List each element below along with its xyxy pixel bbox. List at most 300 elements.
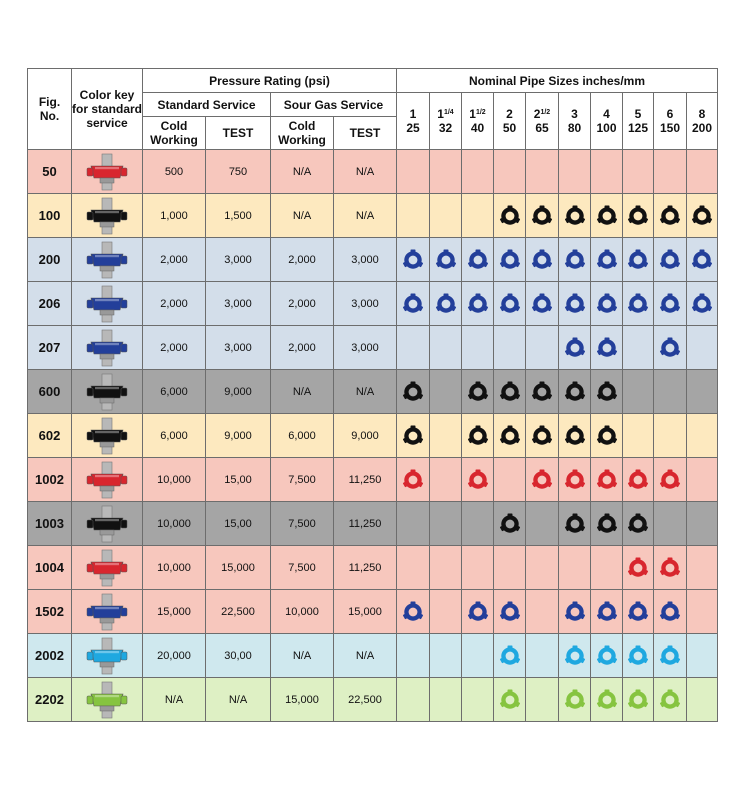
table-row (28, 590, 718, 634)
hammer-nut-icon (402, 293, 424, 315)
hammer-union-fitting-icon (77, 636, 137, 676)
size-header-1 (430, 93, 462, 150)
sour-test-value: 3,000 (334, 282, 397, 326)
std-cold-value: 6,000 (143, 370, 206, 414)
size-availability-cell (430, 590, 462, 634)
sour-gas-service-header: Sour Gas Service (271, 93, 397, 117)
hammer-nut-icon (691, 249, 713, 271)
hammer-nut-icon (627, 469, 649, 491)
size-availability-cell (687, 238, 718, 282)
size-mm: 100 (596, 121, 617, 135)
fig-number: 2202 (28, 678, 72, 722)
size-availability-cell (494, 502, 526, 546)
size-availability-cell (462, 238, 494, 282)
size-availability-cell (623, 326, 654, 370)
size-availability-cell (526, 502, 559, 546)
size-availability-cell (687, 502, 718, 546)
table-row (28, 282, 718, 326)
color-key-cell (72, 194, 143, 238)
hammer-nut-icon (402, 601, 424, 623)
size-availability-cell (462, 590, 494, 634)
color-key-cell (72, 546, 143, 590)
hammer-nut-icon (564, 249, 586, 271)
size-availability-cell (559, 194, 591, 238)
size-availability-cell (494, 238, 526, 282)
hammer-union-fitting-icon (77, 504, 137, 544)
fig-number: 50 (28, 150, 72, 194)
size-mm: 32 (438, 121, 453, 135)
size-availability-cell (559, 546, 591, 590)
hammer-union-fitting-icon (77, 592, 137, 632)
color-key-cell (72, 326, 143, 370)
size-availability-cell (494, 326, 526, 370)
sour-test-value: N/A (334, 150, 397, 194)
hammer-nut-icon (499, 601, 521, 623)
size-availability-cell (494, 414, 526, 458)
hammer-nut-icon (499, 293, 521, 315)
size-availability-cell (591, 502, 623, 546)
std-cold-working-header: Cold Working (143, 117, 206, 150)
table-row (28, 414, 718, 458)
size-availability-cell (591, 370, 623, 414)
hammer-nut-icon (627, 557, 649, 579)
size-mm: 200 (691, 121, 713, 135)
size-inch: 8 (698, 107, 706, 121)
sour-cold-value: 7,500 (271, 546, 334, 590)
size-availability-cell (654, 194, 687, 238)
hammer-nut-icon (435, 249, 457, 271)
hammer-nut-icon (596, 689, 618, 711)
size-availability-cell (526, 590, 559, 634)
std-cold-value: 10,000 (143, 546, 206, 590)
table-row (28, 194, 718, 238)
hammer-nut-icon (596, 469, 618, 491)
size-inch: 3 (571, 107, 578, 121)
size-availability-cell (526, 194, 559, 238)
table-row (28, 502, 718, 546)
size-availability-cell (526, 414, 559, 458)
size-availability-cell (623, 546, 654, 590)
hammer-nut-icon (564, 205, 586, 227)
size-availability-cell (687, 370, 718, 414)
size-availability-cell (623, 414, 654, 458)
size-inch: $1^{1/4}$ (437, 107, 454, 121)
size-mm: 65 (535, 121, 549, 135)
size-availability-cell (559, 458, 591, 502)
hammer-nut-icon (659, 689, 681, 711)
hammer-nut-icon (564, 601, 586, 623)
hammer-nut-icon (531, 205, 553, 227)
size-availability-cell (494, 590, 526, 634)
hammer-nut-icon (402, 469, 424, 491)
hammer-nut-icon (659, 557, 681, 579)
size-availability-cell (462, 150, 494, 194)
sour-cold-value: N/A (271, 634, 334, 678)
hammer-union-fitting-icon (77, 328, 137, 368)
size-availability-cell (623, 590, 654, 634)
sour-test-value: 22,500 (334, 678, 397, 722)
color-key-cell (72, 678, 143, 722)
sour-cold-value: N/A (271, 194, 334, 238)
fig-number: 1002 (28, 458, 72, 502)
size-header-0 (397, 93, 430, 150)
fig-number: 600 (28, 370, 72, 414)
hammer-nut-icon (596, 601, 618, 623)
size-availability-cell (494, 546, 526, 590)
size-availability-cell (462, 326, 494, 370)
size-availability-cell (591, 150, 623, 194)
hammer-nut-icon (435, 293, 457, 315)
hammer-nut-icon (499, 513, 521, 535)
hammer-union-fitting-icon (77, 196, 137, 236)
size-availability-cell (654, 238, 687, 282)
std-test-value: 15,00 (206, 458, 271, 502)
size-availability-cell (397, 678, 430, 722)
size-availability-cell (526, 634, 559, 678)
hammer-nut-icon (467, 601, 489, 623)
hammer-nut-icon (499, 645, 521, 667)
size-availability-cell (462, 634, 494, 678)
sour-cold-value: 7,500 (271, 458, 334, 502)
size-availability-cell (430, 546, 462, 590)
nominal-pipe-sizes-header: Nominal Pipe Sizes inches/mm (397, 69, 718, 93)
size-availability-cell (526, 150, 559, 194)
hammer-union-fitting-icon (77, 240, 137, 280)
size-availability-cell (687, 634, 718, 678)
hammer-nut-icon (564, 645, 586, 667)
size-availability-cell (462, 370, 494, 414)
size-availability-cell (559, 282, 591, 326)
hammer-nut-icon (467, 381, 489, 403)
size-mm: 150 (659, 121, 681, 135)
size-availability-cell (397, 370, 430, 414)
size-availability-cell (494, 678, 526, 722)
size-availability-cell (687, 458, 718, 502)
size-inch: 6 (666, 107, 674, 121)
std-test-header: TEST (206, 117, 271, 150)
size-availability-cell (559, 150, 591, 194)
size-availability-cell (397, 546, 430, 590)
size-availability-cell (591, 546, 623, 590)
fig-number: 1004 (28, 546, 72, 590)
size-availability-cell (623, 502, 654, 546)
size-mm: 80 (567, 121, 582, 135)
sour-test-value: 3,000 (334, 238, 397, 282)
size-header-2 (462, 93, 494, 150)
size-availability-cell (591, 194, 623, 238)
size-availability-cell (462, 678, 494, 722)
size-availability-cell (559, 502, 591, 546)
hammer-nut-icon (531, 381, 553, 403)
size-availability-cell (397, 326, 430, 370)
table-row (28, 458, 718, 502)
hammer-nut-icon (531, 293, 553, 315)
size-availability-cell (430, 634, 462, 678)
size-availability-cell (623, 678, 654, 722)
hammer-nut-icon (467, 293, 489, 315)
size-availability-cell (397, 194, 430, 238)
size-availability-cell (526, 326, 559, 370)
size-header-8 (654, 93, 687, 150)
size-availability-cell (623, 458, 654, 502)
std-cold-value: 10,000 (143, 502, 206, 546)
size-availability-cell (687, 678, 718, 722)
size-availability-cell (397, 414, 430, 458)
fig-no-header: Fig. No. (28, 69, 72, 150)
size-availability-cell (559, 238, 591, 282)
size-availability-cell (623, 150, 654, 194)
size-availability-cell (462, 414, 494, 458)
size-availability-cell (654, 546, 687, 590)
sour-cold-value: 2,000 (271, 326, 334, 370)
size-availability-cell (494, 282, 526, 326)
std-cold-value: 2,000 (143, 282, 206, 326)
color-key-cell (72, 238, 143, 282)
size-availability-cell (654, 282, 687, 326)
sour-test-value: 11,250 (334, 546, 397, 590)
size-availability-cell (687, 150, 718, 194)
size-availability-cell (430, 678, 462, 722)
size-availability-cell (430, 282, 462, 326)
size-availability-cell (654, 414, 687, 458)
pressure-rating-header: Pressure Rating (psi) (143, 69, 397, 93)
size-availability-cell (559, 326, 591, 370)
hammer-nut-icon (596, 645, 618, 667)
size-inch: 5 (634, 107, 642, 121)
hammer-nut-icon (467, 249, 489, 271)
hammer-nut-icon (564, 381, 586, 403)
color-key-cell (72, 502, 143, 546)
size-mm: 125 (627, 121, 649, 135)
std-cold-value: 20,000 (143, 634, 206, 678)
size-availability-cell (526, 238, 559, 282)
size-availability-cell (526, 370, 559, 414)
size-availability-cell (623, 282, 654, 326)
hammer-nut-icon (564, 425, 586, 447)
hammer-nut-icon (659, 645, 681, 667)
size-availability-cell (397, 150, 430, 194)
size-header-7 (623, 93, 654, 150)
hammer-nut-icon (596, 425, 618, 447)
color-key-cell (72, 150, 143, 194)
std-test-value: 22,500 (206, 590, 271, 634)
color-key-cell (72, 414, 143, 458)
hammer-nut-icon (627, 513, 649, 535)
sour-cold-value: N/A (271, 150, 334, 194)
size-availability-cell (654, 502, 687, 546)
hammer-nut-icon (467, 469, 489, 491)
fig-number: 200 (28, 238, 72, 282)
size-availability-cell (430, 414, 462, 458)
size-inch: $1^{1/2}$ (469, 107, 486, 121)
color-key-cell (72, 370, 143, 414)
sour-test-value: 11,250 (334, 502, 397, 546)
size-availability-cell (687, 414, 718, 458)
size-availability-cell (430, 458, 462, 502)
hammer-nut-icon (596, 513, 618, 535)
sour-test-value: 11,250 (334, 458, 397, 502)
size-availability-cell (591, 634, 623, 678)
size-inch: 2 (506, 107, 513, 121)
sour-test-value: N/A (334, 194, 397, 238)
hammer-nut-icon (564, 293, 586, 315)
size-availability-cell (623, 194, 654, 238)
size-availability-cell (591, 326, 623, 370)
size-availability-cell (397, 502, 430, 546)
hammer-nut-icon (627, 249, 649, 271)
std-cold-value: 1,000 (143, 194, 206, 238)
hammer-nut-icon (659, 249, 681, 271)
table-row (28, 634, 718, 678)
size-availability-cell (654, 458, 687, 502)
size-availability-cell (397, 634, 430, 678)
std-test-value: 15,000 (206, 546, 271, 590)
hammer-nut-icon (627, 645, 649, 667)
size-header-6 (591, 93, 623, 150)
sour-cold-value: 7,500 (271, 502, 334, 546)
size-availability-cell (430, 150, 462, 194)
std-test-value: 750 (206, 150, 271, 194)
sour-test-value: 9,000 (334, 414, 397, 458)
hammer-nut-icon (627, 293, 649, 315)
std-cold-value: N/A (143, 678, 206, 722)
size-availability-cell (687, 282, 718, 326)
size-availability-cell (462, 502, 494, 546)
std-test-value: N/A (206, 678, 271, 722)
table-row (28, 150, 718, 194)
std-test-value: 3,000 (206, 282, 271, 326)
hammer-nut-icon (499, 381, 521, 403)
size-availability-cell (494, 370, 526, 414)
std-test-value: 30,00 (206, 634, 271, 678)
size-availability-cell (430, 238, 462, 282)
hammer-nut-icon (499, 249, 521, 271)
size-inch: $2^{1/2}$ (533, 107, 551, 121)
size-availability-cell (430, 370, 462, 414)
hammer-nut-icon (531, 469, 553, 491)
size-availability-cell (687, 546, 718, 590)
size-availability-cell (654, 326, 687, 370)
size-availability-cell (430, 326, 462, 370)
size-availability-cell (494, 194, 526, 238)
size-availability-cell (397, 282, 430, 326)
hammer-nut-icon (564, 337, 586, 359)
size-availability-cell (623, 634, 654, 678)
std-cold-value: 6,000 (143, 414, 206, 458)
hammer-nut-icon (402, 425, 424, 447)
size-header-3 (494, 93, 526, 150)
color-key-header: Color key for standard service (72, 69, 143, 150)
hammer-nut-icon (531, 249, 553, 271)
color-key-cell (72, 458, 143, 502)
size-mm: 50 (502, 121, 517, 135)
size-availability-cell (687, 326, 718, 370)
hammer-nut-icon (499, 689, 521, 711)
size-mm: 25 (406, 121, 420, 135)
hammer-union-fitting-icon (77, 460, 137, 500)
hammer-nut-icon (467, 425, 489, 447)
fig-number: 2002 (28, 634, 72, 678)
sour-cold-value: N/A (271, 370, 334, 414)
size-availability-cell (462, 194, 494, 238)
size-availability-cell (430, 502, 462, 546)
size-availability-cell (462, 546, 494, 590)
std-cold-value: 2,000 (143, 238, 206, 282)
sour-test-value: 3,000 (334, 326, 397, 370)
size-availability-cell (623, 370, 654, 414)
size-availability-cell (654, 150, 687, 194)
size-inch: 4 (603, 107, 610, 121)
table-row (28, 238, 718, 282)
table-row (28, 370, 718, 414)
hammer-nut-icon (499, 425, 521, 447)
hammer-nut-icon (659, 469, 681, 491)
fig-number: 1502 (28, 590, 72, 634)
std-test-value: 9,000 (206, 370, 271, 414)
size-header-4 (526, 93, 559, 150)
size-availability-cell (526, 546, 559, 590)
fig-number: 206 (28, 282, 72, 326)
std-test-value: 9,000 (206, 414, 271, 458)
pressure-rating-table (27, 68, 718, 722)
hammer-nut-icon (402, 249, 424, 271)
hammer-union-fitting-icon (77, 372, 137, 412)
color-key-cell (72, 282, 143, 326)
hammer-nut-icon (659, 337, 681, 359)
hammer-nut-icon (659, 601, 681, 623)
hammer-nut-icon (596, 337, 618, 359)
hammer-nut-icon (564, 513, 586, 535)
size-availability-cell (591, 238, 623, 282)
size-availability-cell (654, 370, 687, 414)
size-availability-cell (559, 370, 591, 414)
hammer-nut-icon (659, 205, 681, 227)
std-test-value: 15,00 (206, 502, 271, 546)
sour-cold-value: 15,000 (271, 678, 334, 722)
size-availability-cell (687, 590, 718, 634)
std-cold-value: 10,000 (143, 458, 206, 502)
hammer-nut-icon (691, 205, 713, 227)
hammer-nut-icon (691, 293, 713, 315)
size-availability-cell (687, 194, 718, 238)
size-availability-cell (591, 678, 623, 722)
hammer-nut-icon (596, 249, 618, 271)
size-availability-cell (397, 458, 430, 502)
std-test-value: 3,000 (206, 326, 271, 370)
sour-cold-value: 6,000 (271, 414, 334, 458)
std-test-value: 1,500 (206, 194, 271, 238)
std-test-value: 3,000 (206, 238, 271, 282)
hammer-nut-icon (564, 469, 586, 491)
size-inch: 1 (409, 107, 417, 121)
std-cold-value: 500 (143, 150, 206, 194)
table-row (28, 678, 718, 722)
sour-test-value: N/A (334, 370, 397, 414)
size-availability-cell (559, 414, 591, 458)
hammer-nut-icon (596, 293, 618, 315)
fig-number: 602 (28, 414, 72, 458)
size-availability-cell (526, 678, 559, 722)
size-availability-cell (430, 194, 462, 238)
hammer-union-fitting-icon (77, 152, 137, 192)
hammer-nut-icon (402, 381, 424, 403)
size-availability-cell (591, 282, 623, 326)
hammer-nut-icon (596, 381, 618, 403)
hammer-union-fitting-icon (77, 416, 137, 456)
size-availability-cell (494, 150, 526, 194)
size-availability-cell (462, 282, 494, 326)
size-availability-cell (526, 458, 559, 502)
